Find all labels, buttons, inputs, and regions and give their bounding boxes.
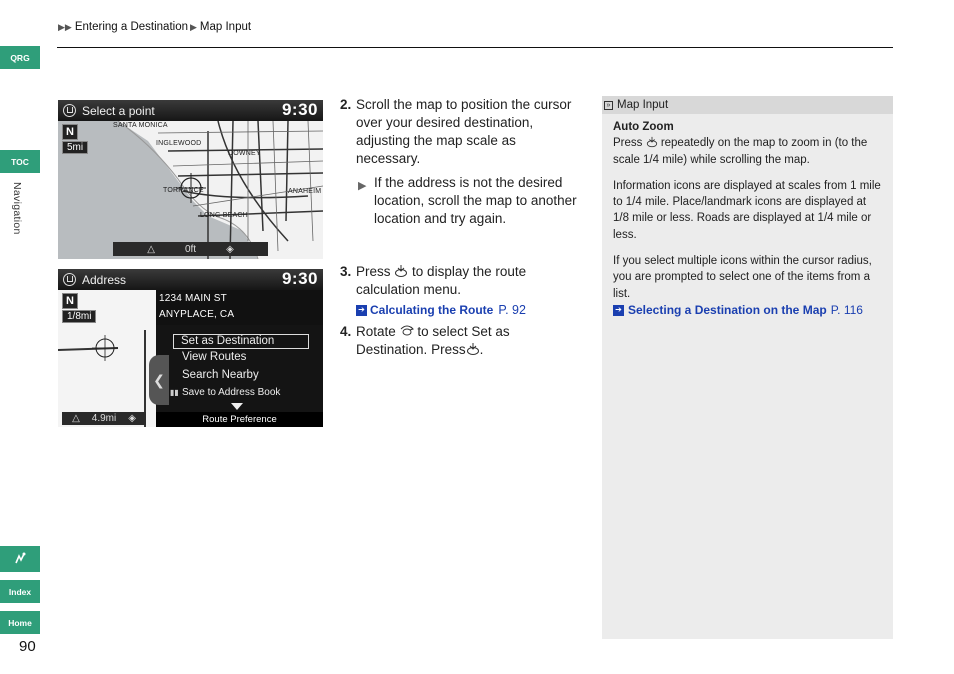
map-place-label: SANTA MONICA bbox=[113, 122, 168, 129]
screen-title: Select a point bbox=[82, 103, 155, 118]
section-label: Navigation bbox=[11, 182, 23, 235]
screen-address bbox=[58, 269, 323, 427]
map-scale[interactable]: 1/8mi bbox=[62, 310, 96, 323]
enter-button-icon bbox=[394, 264, 408, 278]
breadcrumb-arrow-icon: ▶ bbox=[190, 21, 197, 32]
panel-heading: Auto Zoom bbox=[613, 121, 674, 133]
page-number: 90 bbox=[19, 638, 36, 655]
map-scale[interactable]: 5mi bbox=[62, 141, 88, 154]
enter-button-icon bbox=[646, 136, 658, 148]
step-number: 3. bbox=[340, 264, 352, 279]
panel-paragraph: Information icons are displayed at scales from 1 mile to 1/4 mile. Place/landmark icons are displayed at 1/8 mile or less. Roads are displayed at 1/4 mile or less. bbox=[613, 179, 881, 241]
breadcrumb bbox=[58, 21, 251, 33]
chevron-left-icon[interactable]: ❮ bbox=[149, 355, 169, 405]
clock: 9:30 bbox=[281, 100, 318, 119]
step-text-part: Press bbox=[356, 264, 391, 279]
screen-title: Address bbox=[82, 272, 127, 287]
index-tab[interactable]: Index bbox=[0, 580, 40, 603]
step-number: 2. bbox=[340, 97, 352, 112]
destination-icon: ◈ bbox=[128, 413, 136, 424]
notes-panel bbox=[602, 96, 893, 639]
map-place-label: ANAHEIM bbox=[288, 188, 322, 195]
warning-icon: △ bbox=[147, 243, 155, 255]
home-tab[interactable]: Home bbox=[0, 611, 40, 634]
toc-tab[interactable]: TOC bbox=[0, 150, 40, 173]
header-divider bbox=[57, 47, 893, 48]
paragraph-part: Press bbox=[613, 137, 643, 150]
interface-dial-icon bbox=[400, 324, 414, 338]
step-text-part: to select bbox=[417, 324, 468, 339]
screen-header bbox=[58, 269, 323, 290]
destination-menu bbox=[156, 325, 323, 425]
link-arrow-icon: ➔ bbox=[356, 305, 367, 316]
menu-save-to-address-book[interactable]: Save to Address Book bbox=[182, 387, 281, 398]
calculating-route-link[interactable] bbox=[340, 301, 580, 319]
screen-select-point bbox=[58, 100, 323, 259]
menu-set-as-destination[interactable]: Set as Destination bbox=[173, 334, 309, 349]
link-page[interactable]: P. 92 bbox=[498, 303, 526, 317]
step-text-part: Press bbox=[431, 342, 466, 357]
home-icon[interactable] bbox=[63, 104, 76, 117]
step-4 bbox=[340, 323, 580, 359]
panel-header bbox=[602, 96, 893, 114]
clock: 9:30 bbox=[281, 269, 318, 288]
step-2-note bbox=[358, 174, 578, 228]
home-icon[interactable] bbox=[63, 273, 76, 286]
note-marker-icon: » bbox=[604, 101, 613, 110]
enter-button-icon bbox=[466, 342, 480, 356]
panel-paragraph: If you select multiple icons within the cursor radius, you are prompted to select one of the items from a list. bbox=[613, 255, 872, 300]
screen-header bbox=[58, 100, 323, 121]
link-label[interactable]: Calculating the Route bbox=[370, 303, 494, 317]
destination-icon: ◈ bbox=[226, 243, 234, 255]
address-line-1: 1234 MAIN ST bbox=[159, 293, 227, 304]
breadcrumb-arrow-icon: ▶▶ bbox=[58, 21, 72, 32]
triangle-bullet-icon: ▶ bbox=[358, 180, 367, 192]
paragraph-part: repeatedly on the map to zoom in (to the scale 1/4 mile) while scrolling the map. bbox=[613, 137, 868, 166]
map-bottom-bar bbox=[62, 412, 146, 425]
scroll-down-icon[interactable] bbox=[231, 403, 243, 410]
panel-paragraph bbox=[613, 135, 885, 168]
step-2 bbox=[340, 96, 580, 168]
panel-body bbox=[613, 119, 885, 318]
step-number: 4. bbox=[340, 324, 352, 339]
compass-icon[interactable]: N bbox=[62, 124, 78, 140]
map-place-label: LONG BEACH bbox=[200, 212, 248, 219]
map-place-label: DOWNEY bbox=[228, 150, 261, 157]
voice-icon bbox=[12, 551, 28, 567]
link-arrow-icon: ➔ bbox=[613, 305, 624, 316]
step-text-part: to display the route calculation menu. bbox=[356, 264, 527, 297]
address-line-2: ANYPLACE, CA bbox=[159, 309, 235, 320]
map-place-label: INGLEWOOD bbox=[156, 140, 202, 147]
warning-icon: △ bbox=[72, 413, 80, 424]
distance-readout: 4.9mi bbox=[91, 413, 117, 424]
map-place-label: TORRANCE bbox=[163, 187, 204, 194]
step-text-part: Rotate bbox=[356, 324, 396, 339]
qrg-tab[interactable]: QRG bbox=[0, 46, 40, 69]
step-text: Scroll the map to position the cursor over your desired destination, adjusting the map scale as necessary. bbox=[356, 97, 572, 166]
step-option-label: Set as Destination. bbox=[356, 324, 510, 357]
voice-command-tab[interactable] bbox=[0, 546, 40, 572]
menu-view-routes[interactable]: View Routes bbox=[182, 351, 247, 363]
map-bottom-bar bbox=[113, 242, 268, 256]
selecting-destination-link[interactable] bbox=[613, 302, 885, 318]
step-text bbox=[340, 263, 580, 299]
step-text-part: . bbox=[479, 342, 484, 357]
address-book-icon: ▮▮ bbox=[170, 388, 179, 397]
distance-readout: 0ft bbox=[184, 243, 197, 255]
breadcrumb-section[interactable]: Entering a Destination bbox=[74, 21, 188, 33]
link-label[interactable]: Selecting a Destination on the Map bbox=[628, 302, 827, 317]
link-page[interactable]: P. 116 bbox=[830, 302, 863, 317]
panel-title: Map Input bbox=[617, 99, 669, 111]
step-text bbox=[340, 323, 580, 359]
compass-icon[interactable]: N bbox=[62, 293, 78, 309]
route-preference-button[interactable]: Route Preference bbox=[156, 412, 323, 427]
breadcrumb-page[interactable]: Map Input bbox=[199, 21, 252, 33]
step-3 bbox=[340, 263, 580, 319]
menu-search-nearby[interactable]: Search Nearby bbox=[182, 369, 259, 381]
note-text: If the address is not the desired location, scroll the map to another location and try again. bbox=[374, 175, 577, 226]
